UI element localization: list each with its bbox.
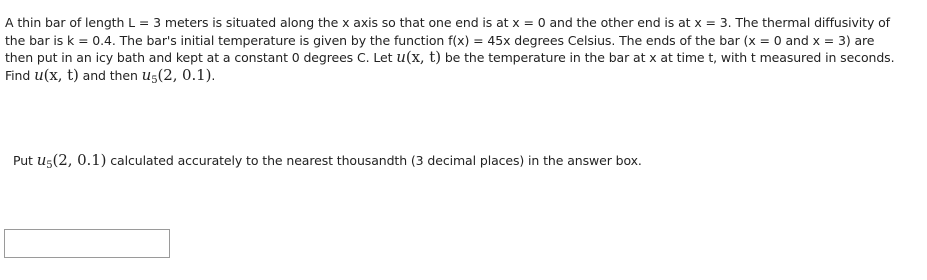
- math-u2-symbol: u: [34, 65, 44, 84]
- math-u2-args: (x, t): [43, 65, 79, 84]
- prompt-math-u-symbol: u: [36, 151, 47, 169]
- prompt-text-after: calculated accurately to the nearest thousandth (3 decimal places) in the answer box.: [106, 153, 642, 168]
- problem-text-2: be the temperature in the bar at x at time t, with t measured in seconds. Find: [5, 50, 895, 83]
- problem-text-4: .: [211, 67, 216, 83]
- problem-text-3: and then: [78, 67, 142, 83]
- prompt-math-expression: [37, 151, 107, 169]
- prompt-math-args: (2, 0.1): [52, 151, 107, 169]
- problem-statement: [5, 14, 901, 84]
- math-u5-symbol: u: [141, 65, 152, 84]
- math-u-of-x-t: [396, 48, 441, 66]
- math-u5-args: (2, 0.1): [157, 65, 212, 84]
- math-u-symbol: u: [396, 48, 406, 66]
- math-u-of-x-t-2: [34, 66, 79, 84]
- prompt-math-subscript: 5: [46, 160, 53, 171]
- problem-text-1: A thin bar of length L = 3 meters is situated along the x axis so that one end is at x = 0 and the other end is at x = 3. The thermal diffusivity of the bar is k = 0.4. The bar's initial temperature is given by the function f(x) = 45x degrees Celsius. The ends of the bar (x = 0 and x = 3) are then put in an icy bath and kept at a constant 0 degrees C. Let: [5, 15, 890, 65]
- answer-prompt: [13, 151, 893, 170]
- prompt-text-before: Put: [13, 153, 37, 168]
- math-u-args: (x, t): [405, 48, 441, 66]
- math-u5-subscript: 5: [151, 74, 158, 86]
- math-u5-expression: [142, 66, 212, 84]
- answer-input[interactable]: [4, 229, 170, 258]
